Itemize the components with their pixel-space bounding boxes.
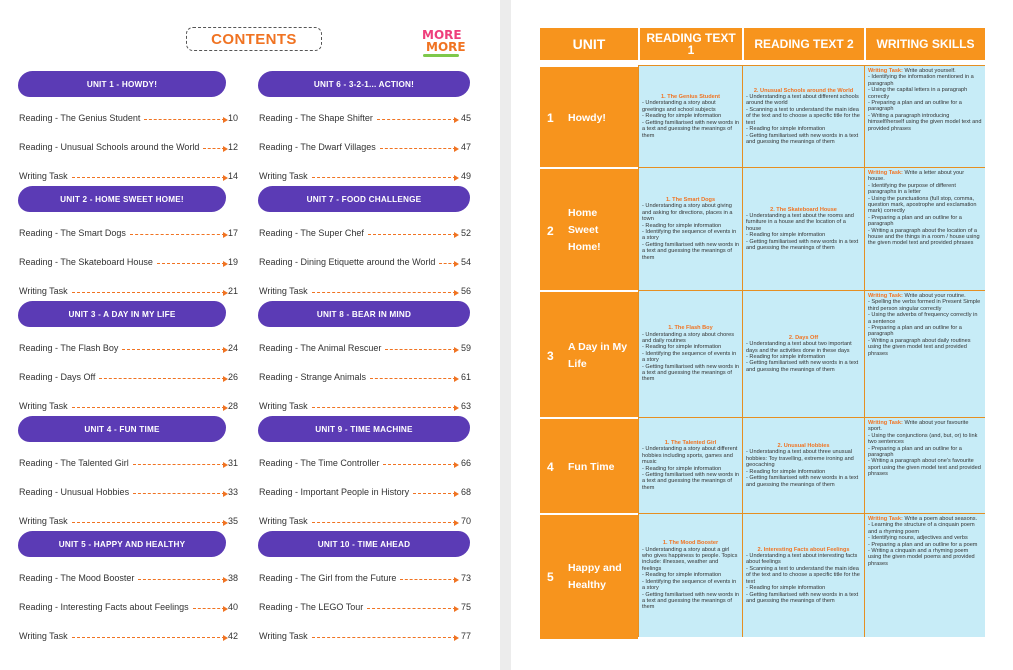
reading-2-cell (742, 417, 864, 513)
leader-arrow (133, 464, 225, 465)
writing-objectives: - Spelling the verbs formed in Present Simple third person singular correctly - Using the adverbs of frequency correctly in a sentence - Preparing a plan and an outline for a paragraph - Writing a paragraph about daily routines using the given model text and provided phrases (868, 299, 981, 357)
unit-cell (540, 65, 638, 169)
contents-item-label: Reading - The Genius Student (19, 113, 141, 123)
reading-1-cell (638, 167, 742, 290)
contents-item-label: Writing Task (259, 171, 308, 181)
contents-item-page: 68 (460, 487, 471, 497)
leader-arrow (413, 493, 456, 494)
contents-item-label: Writing Task (259, 631, 308, 641)
leader-arrow (72, 292, 225, 293)
contents-item-label: Reading - The Dwarf Villages (259, 142, 376, 152)
contents-item-label: Reading - The Super Chef (259, 228, 364, 238)
unit-name: A Day in My Life (568, 340, 628, 370)
contents-item-label: Writing Task (259, 516, 308, 526)
contents-item-label: Writing Task (19, 171, 68, 181)
writing-task-prompt: Write about your favourite sport. (868, 420, 969, 433)
writing-task-prompt: Write a poem about seasons. (904, 516, 978, 522)
writing-objectives: - Learning the structure of a cinquain poem and a rhyming poem - Identifying nouns, adjectives and verbs - Preparing a plan and an outline for a poem - Writing a cinquain and a rhyming poem using the given model poems and provided phrases (868, 522, 978, 567)
reading-1-cell (638, 513, 742, 637)
unit-name: Fun Time (568, 460, 615, 473)
reading-2-cell (742, 513, 864, 637)
leader-arrow (133, 493, 225, 494)
contents-item-page: 35 (227, 516, 238, 526)
contents-item-label: Reading - The Shape Shifter (259, 113, 373, 123)
unit-number: 3 (547, 348, 554, 363)
leader-arrow (439, 263, 456, 264)
contents-item-label: Reading - The Skateboard House (19, 257, 153, 267)
contents-item-label: Writing Task (19, 631, 68, 641)
writing-cell (864, 417, 985, 513)
contents-item-label: Writing Task (259, 286, 308, 296)
writing-task-prefix: Writing Task: (868, 68, 903, 74)
leader-arrow (72, 522, 225, 523)
contents-item-label: Writing Task (19, 516, 68, 526)
reading-1-title: 1. The Talented Girl (664, 439, 717, 446)
writing-objectives: - Identifying the information mentioned in a paragraph - Using the capital letters in a paragraph correctly - Preparing a plan and an outline for a paragraph - Writing a paragraph introducing himself/herself using the given model text and provided phrases (868, 74, 982, 132)
unit-heading: UNIT 4 - FUN TIME (18, 416, 226, 442)
contents-item-label: Reading - The Smart Dogs (19, 228, 126, 238)
leader-arrow (193, 608, 225, 609)
contents-item-label: Writing Task (259, 401, 308, 411)
contents-item-label: Reading - The Mood Booster (19, 573, 135, 583)
leader-arrow (312, 407, 456, 408)
contents-item-page: 45 (460, 113, 471, 123)
reading-2-cell (742, 65, 864, 167)
unit-heading: UNIT 7 - FOOD CHALLENGE (258, 186, 470, 212)
contents-item-page: 21 (227, 286, 238, 296)
contents-item-label: Reading - The Girl from the Future (259, 573, 397, 583)
writing-cell (864, 290, 985, 417)
contents-item-page: 70 (460, 516, 471, 526)
contents-item-page: 54 (460, 257, 471, 267)
unit-heading: UNIT 3 - A DAY IN MY LIFE (18, 301, 226, 327)
unit-cell (540, 167, 638, 292)
unit-cell (540, 417, 638, 515)
unit-number: 4 (547, 460, 554, 474)
logo-bar (423, 54, 459, 57)
leader-arrow (370, 378, 456, 379)
reading-1-objectives: - Understanding a story about a girl who gives happiness to people. Topics include: illnesses, weather and feelings - Reading for simple information - Identifying the sequence of events in a story - Getting familiarised with new words in a text and guessing the meanings of them (642, 546, 739, 611)
reading-2-title: 2. Interesting Facts about Feelings (757, 546, 850, 553)
contents-page (0, 0, 500, 670)
leader-arrow (312, 522, 456, 523)
leader-arrow (144, 119, 225, 120)
leader-arrow (72, 177, 225, 178)
contents-item-label: Reading - The Animal Rescuer (259, 343, 382, 353)
header-writing: WRITING SKILLS (864, 28, 985, 60)
leader-arrow (72, 407, 225, 408)
writing-task-prompt: Write about yourself. (904, 68, 956, 74)
reading-2-objectives: - Understanding a text about different schools around the world - Scanning a text to understand the main idea of the text and to choose a specific title for the text - Reading for simple information - Getting familiarised with new words in a text and guessing the meanings of them (746, 94, 860, 145)
reading-1-title: 1. The Flash Boy (668, 325, 713, 332)
syllabus-page (511, 0, 1013, 670)
leader-arrow (138, 579, 225, 580)
leader-arrow (122, 349, 225, 350)
contents-item-label: Reading - Unusual Hobbies (19, 487, 130, 497)
contents-title: CONTENTS (186, 27, 322, 51)
leader-arrow (377, 119, 456, 120)
contents-item-page: 28 (227, 401, 238, 411)
writing-cell (864, 167, 985, 290)
writing-task-lead (868, 170, 982, 183)
writing-task-prompt: Write about your routine. (904, 293, 966, 299)
contents-item-label: Reading - Strange Animals (259, 372, 367, 382)
reading-2-objectives: - Understanding a text about two important days and the activities done in these days - Reading for simple information - Getting familiarised with new words in a text and guessing the meanings of them (746, 341, 859, 373)
contents-item-page: 19 (227, 257, 238, 267)
reading-2-objectives: - Understanding a text about the rooms and furniture in a house and the location of a house - Reading for simple information - Getting familiarised with new words in a text and guessing the meanings of them (746, 212, 859, 252)
contents-item-page: 17 (227, 228, 238, 238)
leader-arrow (383, 464, 456, 465)
contents-item-page: 56 (460, 286, 471, 296)
unit-heading: UNIT 6 - 3-2-1... ACTION! (258, 71, 470, 97)
reading-2-objectives: - Understanding a text about three unusual hobbies: Toy travelling, extreme ironing and geocaching - Reading for simple information - Getting familiarised with new words in a text and guessing the meanings of them (746, 449, 859, 488)
writing-task-prefix: Writing Task: (868, 516, 903, 522)
contents-item-page: 47 (460, 142, 471, 152)
reading-1-objectives: - Understanding a story about chores and daily routines - Reading for simple information - Identifying the sequence of events in a story - Getting familiarised with new words in a text and guessing the meanings of them (642, 331, 739, 383)
reading-2-title: 2. Days Off (788, 334, 819, 341)
unit-number: 5 (547, 570, 554, 584)
leader-arrow (312, 177, 456, 178)
contents-item-page: 52 (460, 228, 471, 238)
contents-item-page: 26 (227, 372, 238, 382)
unit-number: 2 (547, 223, 554, 238)
contents-item-label: Reading - The Talented Girl (19, 458, 129, 468)
leader-arrow (400, 579, 456, 580)
leader-arrow (380, 148, 456, 149)
reading-2-objectives: - Understanding a text about interesting facts about feelings - Scanning a text to understand the main idea of the text and to choose a specific title for the text - Reading for simple information - Getting familiarised with new words in a text and guessing the meanings of them (746, 553, 860, 604)
reading-1-title: 1. The Smart Dogs (665, 196, 716, 203)
contents-item-page: 63 (460, 401, 471, 411)
contents-item-label: Reading - The LEGO Tour (259, 602, 364, 612)
unit-name: Home Sweet Home! (568, 207, 601, 253)
leader-arrow (385, 349, 456, 350)
leader-arrow (72, 637, 225, 638)
leader-arrow (312, 292, 456, 293)
leader-arrow (367, 608, 456, 609)
contents-item-page: 73 (460, 573, 471, 583)
writing-task-prefix: Writing Task: (868, 293, 903, 299)
contents-item-page: 66 (460, 458, 471, 468)
unit-number: 1 (547, 111, 554, 125)
writing-cell (864, 65, 985, 167)
contents-item-label: Reading - Unusual Schools around the World (19, 142, 200, 152)
contents-item-page: 42 (227, 631, 238, 641)
leader-arrow (312, 637, 456, 638)
unit-name: Howdy! (568, 111, 606, 124)
writing-objectives: - Identifying the purpose of different paragraphs in a letter - Using the punctuations (full stop, comma, question mark, apostrophe and exclamation mark) correctly - Preparing a plan and an outline for a paragraph - Writing a paragraph about the location of a house and the things in a room / house using the given model text and provided phrases (868, 182, 980, 247)
contents-item-label: Writing Task (19, 286, 68, 296)
contents-item-page: 61 (460, 372, 471, 382)
unit-name: Happy and Healthy (568, 562, 622, 591)
contents-item-page: 59 (460, 343, 471, 353)
unit-cell (540, 513, 638, 639)
leader-arrow (368, 234, 456, 235)
reading-1-cell (638, 65, 742, 167)
unit-heading: UNIT 8 - BEAR IN MIND (258, 301, 470, 327)
contents-item-page: 24 (227, 343, 238, 353)
contents-item-page: 12 (227, 142, 238, 152)
contents-item-label: Reading - Interesting Facts about Feelings (19, 602, 189, 612)
contents-item-label: Reading - Days Off (19, 372, 96, 382)
reading-1-objectives: - Understanding a story about greetings and school subjects - Reading for simple information - Getting familiarised with new words in a text and guessing the meanings of them (642, 100, 739, 139)
reading-1-title: 1. The Genius Student (660, 94, 721, 101)
more-logo (420, 26, 464, 60)
contents-item-label: Reading - Important People in History (259, 487, 410, 497)
unit-heading: UNIT 10 - TIME AHEAD (258, 531, 470, 557)
reading-1-cell (638, 417, 742, 513)
reading-1-title: 1. The Mood Booster (662, 540, 719, 547)
unit-heading: UNIT 1 - HOWDY! (18, 71, 226, 97)
reading-2-cell (742, 167, 864, 290)
reading-2-title: 2. Unusual Hobbies (777, 443, 830, 450)
writing-task-prefix: Writing Task: (868, 420, 903, 426)
contents-item-page: 31 (227, 458, 238, 468)
logo-line-1: MORE (422, 28, 462, 42)
reading-1-cell (638, 290, 742, 417)
writing-cell (864, 513, 985, 637)
logo-line-2: MORE (426, 40, 466, 54)
contents-item-label: Writing Task (19, 401, 68, 411)
contents-item-page: 49 (460, 171, 471, 181)
contents-item-page: 33 (227, 487, 238, 497)
contents-item-page: 77 (460, 631, 471, 641)
reading-2-cell (742, 290, 864, 417)
leader-arrow (99, 378, 225, 379)
unit-heading: UNIT 9 - TIME MACHINE (258, 416, 470, 442)
unit-heading: UNIT 5 - HAPPY AND HEALTHY (18, 531, 226, 557)
header-reading-2: READING TEXT 2 (742, 28, 864, 60)
unit-heading: UNIT 2 - HOME SWEET HOME! (18, 186, 226, 212)
reading-1-objectives: - Understanding a story about different hobbies including sports, games and music - Reading for simple information - Getting familiarised with new words in a text and guessing the meanings of them (642, 446, 739, 491)
unit-cell (540, 290, 638, 419)
contents-item-page: 14 (227, 171, 238, 181)
writing-task-lead (868, 420, 982, 433)
header-unit: UNIT (540, 28, 638, 60)
contents-item-label: Reading - Dining Etiquette around the World (259, 257, 436, 267)
leader-arrow (157, 263, 225, 264)
contents-item-page: 10 (227, 113, 238, 123)
writing-task-prefix: Writing Task: (868, 170, 903, 176)
reading-2-title: 2. The Skateboard House (770, 206, 837, 213)
reading-2-title: 2. Unusual Schools around the World (753, 87, 854, 94)
contents-item-page: 40 (227, 602, 238, 612)
header-reading-1: READING TEXT 1 (638, 28, 742, 60)
leader-arrow (130, 234, 225, 235)
writing-objectives: - Using the conjunctions (and, but, or) to link two sentences - Preparing a plan and an outline for a paragraph - Writing a paragraph about one's favourite sport using the given model text and provided phrases (868, 432, 981, 478)
reading-1-objectives: - Understanding a story about giving and asking for directions, places in a town - Reading for simple information - Identifying the sequence of events in a story - Getting familiarised with new words in a text and guessing the meanings of them (642, 203, 739, 261)
contents-item-page: 75 (460, 602, 471, 612)
contents-item-page: 38 (227, 573, 238, 583)
contents-item-label: Reading - The Time Controller (259, 458, 380, 468)
contents-item-label: Reading - The Flash Boy (19, 343, 119, 353)
writing-task-prompt: Write a letter about your house. (868, 170, 965, 183)
